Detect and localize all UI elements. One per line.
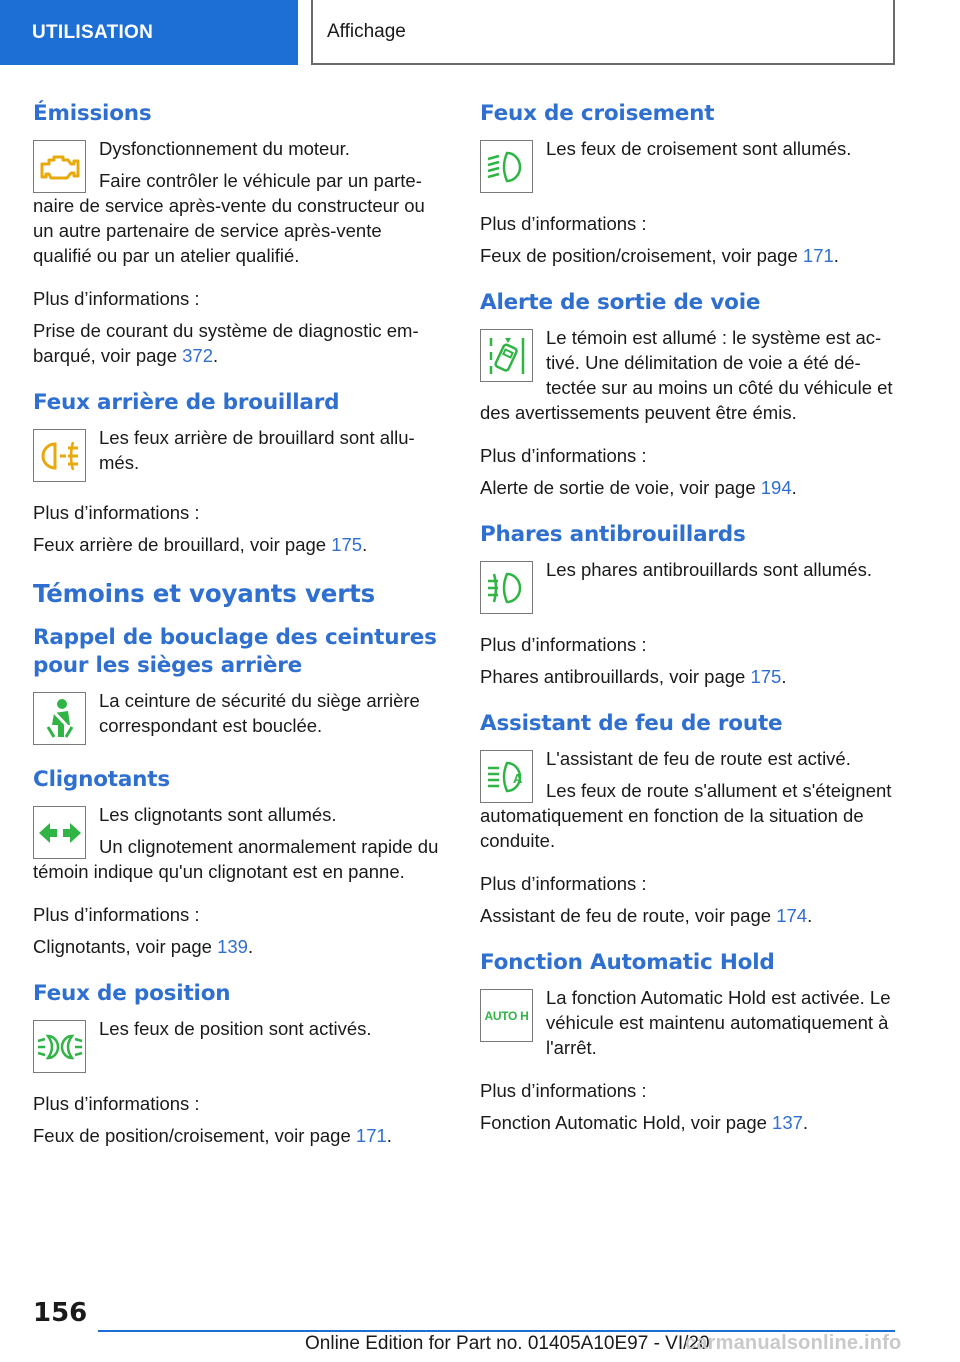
section-emissions	[33, 100, 443, 368]
page-link[interactable]: 175	[750, 666, 782, 687]
chapter-title-box	[311, 0, 895, 65]
paragraph: Les feux arrière de brouillard sont allumés.	[99, 427, 415, 473]
page-link[interactable]: 139	[217, 936, 248, 957]
paragraph: Le témoin est allumé : le système est activé. Une délimitation de voie a été détectée sur au moins un côté du véhicule et des avertissements peuvent être émis.	[480, 327, 893, 423]
auto-hold-icon-label: AUTO H	[484, 1008, 529, 1023]
paragraph: La fonction Automatic Hold est activée. Le véhicule est maintenu automatiquement à l'arrêt.	[546, 987, 891, 1058]
page-link[interactable]: 171	[802, 245, 834, 266]
paragraph: Un clignotement anormalement rapide du témoin indique qu'un clignotant est en panne.	[33, 836, 439, 882]
more-info-label: Plus d’informations :	[480, 634, 647, 655]
paragraph: Les feux de route s'allument et s'éteignent automatiquement en fonction de la situation de conduite.	[480, 780, 892, 851]
page-link[interactable]: 174	[776, 905, 808, 926]
paragraph: Les phares antibrouillards sont allumés.	[546, 559, 872, 580]
paragraph: Faire contrôler le véhicule par un partenaire de service après-vente du constructeur ou un autre partenaire de service après-vente qualifié ou par un atelier qualifié.	[33, 170, 425, 266]
section-position-lights	[33, 980, 443, 1148]
svg-text:A: A	[512, 770, 522, 786]
paragraph: Dysfonctionnement du moteur.	[99, 138, 350, 159]
page-number: 156	[33, 1298, 88, 1328]
reference-text: Phares antibrouillards, voir page	[480, 666, 751, 687]
section-title: Alerte de sortie de voie	[480, 290, 761, 315]
page-link[interactable]: 137	[772, 1112, 803, 1133]
chapter-heading: Témoins et voyants verts	[33, 579, 375, 608]
reference: Prise de courant du système de diagnostic embarqué, voir page 372.	[33, 320, 419, 366]
reference: Feux de position/croisement, voir page 171.	[480, 245, 839, 266]
section-lane-departure	[480, 289, 895, 500]
reference: Feux de position/croisement, voir page 171.	[33, 1125, 392, 1146]
page-link[interactable]: 372	[182, 345, 214, 366]
paragraph: Les feux de position sont activés.	[99, 1018, 372, 1039]
more-info-label: Plus d’informations :	[480, 213, 647, 234]
watermark: carmanualsonline.info	[685, 1332, 902, 1354]
section-title: Fonction Automatic Hold	[480, 950, 775, 975]
reference-text: Alerte de sortie de voie, voir page	[480, 477, 761, 498]
paragraph: La ceinture de sécurité du siège arrière correspondant est bouclée.	[99, 690, 420, 736]
reference: Assistant de feu de route, voir page 174.	[480, 905, 813, 926]
section-label: UTILISATION	[32, 21, 154, 43]
left-column	[33, 100, 443, 1169]
reference: Clignotants, voir page 139.	[33, 936, 254, 957]
section-title: Feux de croisement	[480, 101, 715, 126]
more-info-label: Plus d’informations :	[33, 288, 200, 309]
right-column	[480, 100, 895, 1156]
reference: Feux arrière de brouillard, voir page 175.	[33, 534, 368, 555]
paragraph: Les clignotants sont allumés.	[99, 804, 337, 825]
reference-text: Clignotants, voir page	[33, 936, 218, 957]
edition-note: Online Edition for Part no. 01405A10E97 - VI/20	[305, 1333, 710, 1354]
section-turn-signals	[33, 766, 443, 959]
section-title: Feux de position	[33, 981, 231, 1006]
page-link[interactable]: 194	[760, 477, 792, 498]
lane-departure-icon	[480, 329, 533, 382]
section-title: Phares antibrouillards	[480, 522, 746, 547]
section-title: Émissions	[33, 101, 152, 126]
section-auto-hold	[480, 949, 895, 1135]
paragraph: L'assistant de feu de route est activé.	[546, 748, 851, 769]
paragraph: Les feux de croisement sont allumés.	[546, 138, 852, 159]
section-title: Assistant de feu de route	[480, 711, 783, 736]
rear-fog-light-icon	[33, 429, 86, 482]
more-info-label: Plus d’informations :	[480, 873, 647, 894]
reference-text: Fonction Automatic Hold, voir page	[480, 1112, 773, 1133]
position-light-icon	[33, 1020, 86, 1073]
more-info-label: Plus d’informations :	[33, 502, 200, 523]
more-info-label: Plus d’informations :	[480, 1080, 647, 1101]
more-info-label: Plus d’informations :	[480, 445, 647, 466]
low-beam-icon	[480, 140, 533, 193]
reference-text: Assistant de feu de route, voir page	[480, 905, 777, 926]
reference: Alerte de sortie de voie, voir page 194.	[480, 477, 797, 498]
reference: Fonction Automatic Hold, voir page 137.	[480, 1112, 809, 1133]
section-seatbelt	[33, 624, 443, 745]
front-fog-light-icon	[480, 561, 533, 614]
section-front-fog	[480, 521, 895, 689]
reference-text: Feux arrière de brouillard, voir page	[33, 534, 332, 555]
reference-text: Prise de courant du système de diagnostic embarqué, voir page	[33, 320, 419, 366]
section-title: Rappel de bouclage des ceintures pour les sièges arrière	[33, 625, 437, 678]
turn-signal-icon	[33, 806, 86, 859]
more-info-label: Plus d’informations :	[33, 1093, 200, 1114]
high-beam-assistant-icon	[480, 750, 533, 803]
page-link[interactable]: 171	[355, 1125, 387, 1146]
section-tab	[0, 0, 298, 65]
auto-hold-icon	[480, 989, 533, 1042]
reference-text: Feux de position/croisement, voir page	[33, 1125, 356, 1146]
seatbelt-icon	[33, 692, 86, 745]
chapter-title: Affichage	[327, 20, 406, 42]
reference-text: Feux de position/croisement, voir page	[480, 245, 803, 266]
section-low-beam	[480, 100, 895, 268]
section-high-beam-assistant	[480, 710, 895, 928]
section-title: Feux arrière de brouillard	[33, 390, 340, 415]
section-title: Clignotants	[33, 767, 170, 792]
page-link[interactable]: 175	[331, 534, 363, 555]
reference: Phares antibrouillards, voir page 175.	[480, 666, 787, 687]
more-info-label: Plus d’informations :	[33, 904, 200, 925]
section-rear-fog	[33, 389, 443, 557]
engine-icon	[33, 140, 86, 193]
